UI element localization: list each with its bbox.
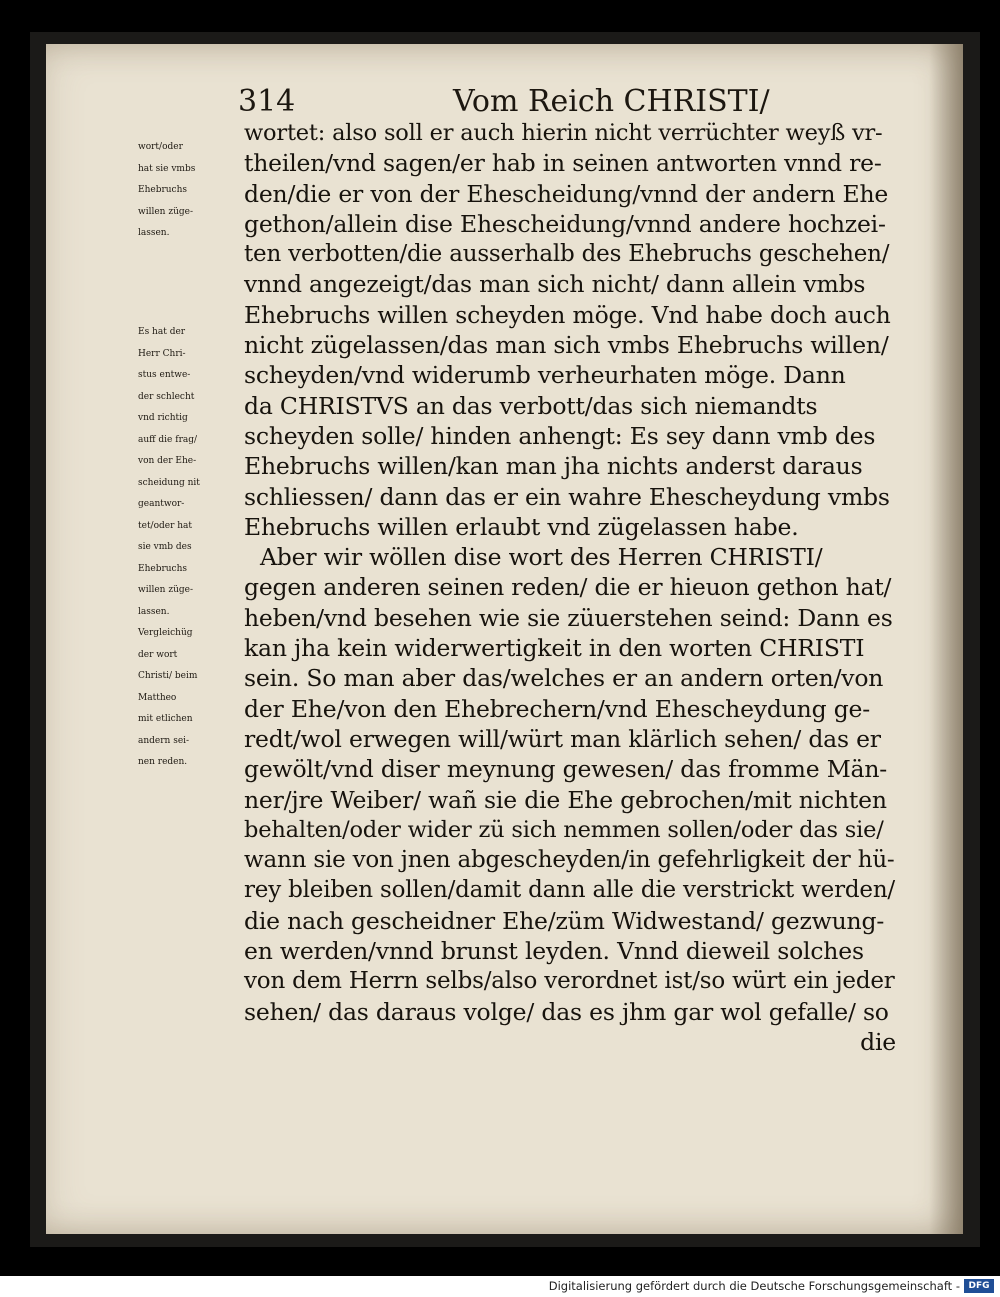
footer-bar bbox=[0, 1276, 1000, 1297]
text-line: die nach gescheidner Ehe/züm Widwestand/ gezwung- bbox=[244, 906, 885, 935]
marginal-note-line: stus entwe- bbox=[138, 370, 191, 380]
marginal-note-line: Vergleichüg bbox=[138, 628, 193, 638]
marginal-note-line: Ehebruchs bbox=[138, 185, 188, 195]
text-line: gewölt/vnd diser meynung gewesen/ das fromme Män- bbox=[244, 755, 888, 784]
text-line: kan jha kein widerwertigkeit in den worten CHRISTI bbox=[244, 634, 865, 663]
marginal-note-1 bbox=[138, 137, 258, 245]
text-line: da CHRISTVS an das verbott/das sich niemandts bbox=[244, 391, 818, 420]
marginal-note-line: der schlecht bbox=[138, 391, 195, 402]
marginal-note-line: willen züge- bbox=[138, 585, 193, 595]
text-line: Ehebruchs willen/kan man jha nichts anderst daraus bbox=[244, 452, 863, 481]
text-line: sein. So man aber das/welches er an andern orten/von bbox=[244, 664, 884, 693]
text-line: scheyden solle/ hinden anhengt: Es sey dann vmb des bbox=[244, 421, 876, 450]
marginal-note-line: sie vmb des bbox=[138, 542, 192, 552]
text-line: behalten/oder wider zü sich nemmen sollen/oder das sie/ bbox=[244, 816, 884, 843]
marginal-note-line: Es hat der bbox=[138, 327, 186, 337]
text-line: den/die er von der Ehescheidung/vnnd der andern Ehe bbox=[244, 179, 889, 208]
marginal-note-line: lassen. bbox=[138, 228, 170, 238]
marginal-note-line: Mattheo bbox=[138, 692, 177, 703]
marginal-note-line: Herr Chri- bbox=[138, 348, 186, 359]
gutter-shadow bbox=[929, 44, 963, 1234]
marginal-note-line: scheidung nit bbox=[138, 477, 200, 488]
text-line: nicht zügelassen/das man sich vmbs Ehebruchs willen/ bbox=[244, 331, 889, 360]
marginal-note-line: andern sei- bbox=[138, 735, 190, 746]
text-line: scheyden/vnd widerumb verheurhaten möge. Dann bbox=[244, 361, 846, 390]
marginal-note-2 bbox=[138, 322, 258, 774]
text-line: Ehebruchs willen scheyden möge. Vnd habe doch auch bbox=[244, 300, 891, 329]
text-line: redt/wol erwegen will/würt man klärlich sehen/ das er bbox=[244, 724, 881, 753]
marginal-note-line: vnd richtig bbox=[138, 413, 188, 423]
text-line: Aber wir wöllen dise wort des Herren CHRISTI/ bbox=[260, 543, 823, 572]
text-line: der Ehe/von den Ehebrechern/vnd Ehescheydung ge- bbox=[244, 694, 871, 723]
marginal-note-line: wort/oder bbox=[138, 142, 183, 152]
catchword: die bbox=[860, 1027, 896, 1056]
text-line: vnnd angezeigt/das man sich nicht/ dann allein vmbs bbox=[244, 270, 866, 299]
marginal-note-line: nen reden. bbox=[138, 757, 188, 767]
text-line: Ehebruchs willen erlaubt vnd zügelassen habe. bbox=[244, 512, 799, 541]
text-line: sehen/ das daraus volge/ das es jhm gar wol gefalle/ so bbox=[244, 997, 889, 1026]
text-line: rey bleiben sollen/damit dann alle die verstrickt werden/ bbox=[244, 877, 895, 904]
text-line: theilen/vnd sagen/er hab in seinen antworten vnnd re- bbox=[244, 149, 882, 178]
marginal-note-line: willen züge- bbox=[138, 206, 193, 217]
page-number: 314 bbox=[238, 84, 296, 119]
marginal-note-line: auff die frag/ bbox=[138, 434, 198, 445]
text-line: wortet: also soll er auch hierin nicht verrüchter weyß vr- bbox=[244, 120, 883, 146]
text-line: von dem Herrn selbs/also verordnet ist/so würt ein jeder bbox=[244, 968, 895, 995]
marginal-note-line: geantwor- bbox=[138, 499, 185, 509]
running-title: Vom Reich CHRISTI/ bbox=[453, 84, 770, 119]
text-line: gethon/allein dise Ehescheidung/vnnd andere hochzei- bbox=[244, 209, 886, 238]
text-line: heben/vnd besehen wie sie züuerstehen seind: Dann es bbox=[244, 603, 893, 632]
funding-credit: Digitalisierung gefördert durch die Deutsche Forschungsgemeinschaft - bbox=[548, 1279, 960, 1293]
dfg-logo: DFG bbox=[964, 1279, 994, 1293]
marginal-note-line: Ehebruchs bbox=[138, 563, 188, 574]
main-text-block bbox=[244, 118, 896, 1057]
text-line: wann sie von jnen abgescheyden/in gefehrligkeit der hü- bbox=[244, 847, 895, 874]
marginal-note-line: hat sie vmbs bbox=[138, 163, 196, 174]
marginal-note-line: der wort bbox=[138, 649, 178, 660]
marginal-note-line: lassen. bbox=[138, 606, 170, 617]
text-line: schliessen/ dann das er ein wahre Ehescheydung vmbs bbox=[244, 482, 890, 511]
text-line: gegen anderen seinen reden/ die er hieuon gethon hat/ bbox=[244, 573, 892, 602]
marginal-note-line: mit etlichen bbox=[138, 714, 193, 724]
marginal-note-line: tet/oder hat bbox=[138, 520, 193, 531]
marginal-note-line: von der Ehe- bbox=[138, 456, 197, 466]
text-line: en werden/vnnd brunst leyden. Vnnd dieweil solches bbox=[244, 937, 864, 966]
text-line: ten verbotten/die ausserhalb des Ehebruchs geschehen/ bbox=[244, 241, 890, 268]
text-line: ner/jre Weiber/ wañ sie die Ehe gebrochen/mit nichten bbox=[244, 785, 887, 814]
marginal-note-line: Christi/ beim bbox=[138, 671, 198, 681]
